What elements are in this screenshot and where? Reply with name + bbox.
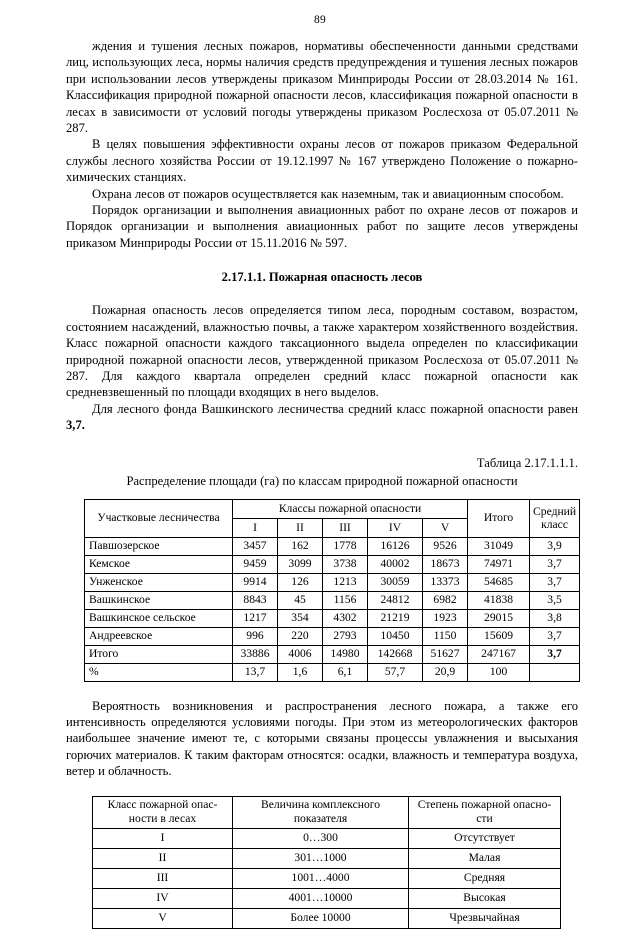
table1-cell-class-3: 3738 <box>323 555 368 573</box>
table1-cell-average <box>530 663 580 681</box>
table2-cell-class: IV <box>93 888 233 908</box>
table-row <box>93 868 561 888</box>
table1-cell-total: 100 <box>468 663 530 681</box>
fire-danger-area-table <box>84 499 580 682</box>
table1-cell-class-2: 45 <box>278 591 323 609</box>
table1-cell-class-4: 24812 <box>368 591 423 609</box>
table1-cell-class-5: 1923 <box>423 609 468 627</box>
table1-col-header-classes-group: Классы пожарной опасности <box>233 499 468 518</box>
page-body <box>0 38 640 929</box>
table2-cell-index: 4001…10000 <box>233 888 409 908</box>
table1-cell-average: 3,7 <box>530 573 580 591</box>
table2-cell-degree: Средняя <box>409 868 561 888</box>
table1-cell-class-4: 142668 <box>368 645 423 663</box>
table1-cell-total: 54685 <box>468 573 530 591</box>
table1-cell-class-4: 10450 <box>368 627 423 645</box>
table2-body <box>93 828 561 928</box>
table1-class-header-1: I <box>233 518 278 537</box>
table2-cell-index: Более 10000 <box>233 908 409 928</box>
table1-cell-class-1: 3457 <box>233 537 278 555</box>
table1-cell-average: 3,7 <box>530 645 580 663</box>
table1-cell-average: 3,9 <box>530 537 580 555</box>
paragraph-3: Охрана лесов от пожаров осуществляется как наземным, так и авиационным способом. <box>92 186 564 201</box>
table1-cell-class-3: 1156 <box>323 591 368 609</box>
table2-cell-degree: Отсутствует <box>409 828 561 848</box>
table1-col-header-average-line2: класс <box>541 518 568 532</box>
table1-cell-class-5: 1150 <box>423 627 468 645</box>
complex-index-classification-table <box>92 796 561 929</box>
table2-col-header-index-line2: показателя <box>293 812 348 826</box>
table1-cell-class-4: 40002 <box>368 555 423 573</box>
table1-cell-class-1: 33886 <box>233 645 278 663</box>
table1-cell-average: 3,7 <box>530 627 580 645</box>
table2-col-header-index <box>233 796 409 828</box>
table1-cell-class-1: 9914 <box>233 573 278 591</box>
table1-cell-total: 15609 <box>468 627 530 645</box>
page-number: 89 <box>314 14 326 26</box>
table1-class-header-4: IV <box>368 518 423 537</box>
table2-cell-degree: Чрезвычайная <box>409 908 561 928</box>
table1-col-header-total: Итого <box>468 499 530 537</box>
table1-col-header-average-line1: Средний <box>533 504 577 518</box>
table-row <box>85 555 580 573</box>
table1-cell-class-3: 4302 <box>323 609 368 627</box>
table1-cell-average: 3,8 <box>530 609 580 627</box>
table1-cell-class-5: 51627 <box>423 645 468 663</box>
table1-caption: Распределение площади (га) по классам природной пожарной опасности <box>126 473 518 488</box>
table2-header <box>93 796 561 828</box>
table2-cell-class: II <box>93 848 233 868</box>
table2-col-header-class-line2: ности в лесах <box>128 812 197 826</box>
paragraph-7: Вероятность возникновения и распространения лесного пожара, а также его интенсивность определяются условиями погоды. При этом из метеорологических факторов наибольшее значение имеют те, с которыми связаны процессы увлажнения и высыхания горючих материалов. К таким факторам относятся: осадки, влажность и температура воздуха, ветер и облачность. <box>66 698 578 779</box>
table1-cell-class-4: 57,7 <box>368 663 423 681</box>
table1-cell-total: 31049 <box>468 537 530 555</box>
table1-class-header-3: III <box>323 518 368 537</box>
table1-cell-class-2: 220 <box>278 627 323 645</box>
paragraph-4: Порядок организации и выполнения авиационных работ по охране лесов от пожаров и Порядок организации и выполнения авиационных работ по защите лесов утверждены приказом Минприроды России от 15.11.2016 № 597. <box>66 203 578 250</box>
table1-cell-total: 41838 <box>468 591 530 609</box>
table1-col-header-average <box>530 499 580 537</box>
table1-cell-class-4: 30059 <box>368 573 423 591</box>
table1-cell-name: Андреевское <box>85 627 233 645</box>
table1-cell-class-2: 1,6 <box>278 663 323 681</box>
table1-cell-class-2: 3099 <box>278 555 323 573</box>
table-row <box>85 591 580 609</box>
table1-col-header-name: Участковые лесничества <box>85 499 233 537</box>
table2-cell-index: 1001…4000 <box>233 868 409 888</box>
table1-cell-average: 3,5 <box>530 591 580 609</box>
table2-col-header-class <box>93 796 233 828</box>
table-row <box>85 537 580 555</box>
table1-number-label: Таблица 2.17.1.1.1. <box>476 455 578 470</box>
section-heading: 2.17.1.1. Пожарная опасность лесов <box>221 270 423 285</box>
table1-cell-class-4: 16126 <box>368 537 423 555</box>
table2-cell-index: 0…300 <box>233 828 409 848</box>
table1-cell-class-2: 4006 <box>278 645 323 663</box>
table-row <box>85 645 580 663</box>
table1-cell-total: 247167 <box>468 645 530 663</box>
table1-cell-name: Унженское <box>85 573 233 591</box>
table1-cell-class-2: 162 <box>278 537 323 555</box>
table1-cell-class-3: 2793 <box>323 627 368 645</box>
table2-cell-class: III <box>93 868 233 888</box>
table2-cell-index: 301…1000 <box>233 848 409 868</box>
table1-cell-class-4: 21219 <box>368 609 423 627</box>
table-row <box>85 627 580 645</box>
table1-cell-class-1: 1217 <box>233 609 278 627</box>
table2-cell-degree: Малая <box>409 848 561 868</box>
table2-header-row <box>93 796 561 828</box>
table-row <box>85 609 580 627</box>
table1-cell-class-3: 1778 <box>323 537 368 555</box>
table-row <box>85 573 580 591</box>
table1-cell-class-5: 6982 <box>423 591 468 609</box>
table-row <box>93 848 561 868</box>
table1-cell-name: Павшозерское <box>85 537 233 555</box>
table1-body <box>85 537 580 681</box>
paragraph-1: ждения и тушения лесных пожаров, нормативы обеспеченности данными средствами лиц, использующих леса, нормы наличия средств предупреждения и тушения лесных пожаров при использовании лесов утверждены приказом Минприроды России от 28.03.2014 № 161. Классификация природной пожарной опасности лесов, классификация пожарной опасности в лесах в зависимости от условий погоды утверждены приказом Рослесхоза от 05.07.2011 № 287. <box>66 39 578 136</box>
table1-cell-class-2: 354 <box>278 609 323 627</box>
table1-cell-name: Вашкинское <box>85 591 233 609</box>
table1-cell-class-3: 1213 <box>323 573 368 591</box>
table2-col-header-degree <box>409 796 561 828</box>
paragraph-6-text: Для лесного фонда Вашкинского лесничества средний класс пожарной опасности равен <box>92 401 578 416</box>
table1-cell-class-1: 8843 <box>233 591 278 609</box>
table1-cell-name: % <box>85 663 233 681</box>
table1-cell-class-5: 20,9 <box>423 663 468 681</box>
table2-col-header-degree-line2: сти <box>476 812 493 826</box>
table1-cell-class-5: 13373 <box>423 573 468 591</box>
table1-cell-class-3: 14980 <box>323 645 368 663</box>
table2-col-header-class-line1: Класс пожарной опас- <box>107 797 218 811</box>
table2-col-header-degree-line1: Степень пожарной опасно- <box>417 797 552 811</box>
table2-cell-degree: Высокая <box>409 888 561 908</box>
table1-class-header-5: V <box>423 518 468 537</box>
table1-cell-class-2: 126 <box>278 573 323 591</box>
paragraph-2: В целях повышения эффективности охраны лесов от пожаров приказом Федеральной службы лесного хозяйства России от 19.12.1997 № 167 утверждено Положение о пожарно-химических станциях. <box>66 137 578 185</box>
table-row <box>93 908 561 928</box>
table1-header <box>85 499 580 537</box>
table1-class-header-2: II <box>278 518 323 537</box>
table-row <box>93 828 561 848</box>
document-page <box>0 14 640 925</box>
table2-cell-class: V <box>93 908 233 928</box>
table1-cell-total: 29015 <box>468 609 530 627</box>
table1-cell-name: Кемское <box>85 555 233 573</box>
table-row <box>85 663 580 681</box>
table1-cell-total: 74971 <box>468 555 530 573</box>
table1-cell-class-3: 6,1 <box>323 663 368 681</box>
table2-cell-class: I <box>93 828 233 848</box>
table1-header-row-1 <box>85 499 580 518</box>
paragraph-6 <box>66 401 578 434</box>
table1-cell-class-1: 13,7 <box>233 663 278 681</box>
table1-cell-class-5: 18673 <box>423 555 468 573</box>
paragraph-5: Пожарная опасность лесов определяется типом леса, породным составом, возрастом, состоянием насаждений, влажностью почвы, а также характером хозяйственного воздействия. Класс пожарной опасности каждого таксационного выдела определен по классификации природной пожарной опасности лесов, утвержденной приказом Рослесхоза от 05.07.2011 № 287. Для каждого квартала определен средний класс пожарной опасности как средневзвешенный по площади входящих в него выделов. <box>66 303 578 400</box>
table1-cell-name: Вашкинское сельское <box>85 609 233 627</box>
table1-cell-average: 3,7 <box>530 555 580 573</box>
table1-cell-class-1: 9459 <box>233 555 278 573</box>
table2-col-header-index-line1: Величина комплексного <box>261 797 380 811</box>
table1-cell-class-5: 9526 <box>423 537 468 555</box>
table1-cell-name: Итого <box>85 645 233 663</box>
table-row <box>93 888 561 908</box>
average-fire-class-value: 3,7. <box>66 418 85 433</box>
table1-cell-class-1: 996 <box>233 627 278 645</box>
